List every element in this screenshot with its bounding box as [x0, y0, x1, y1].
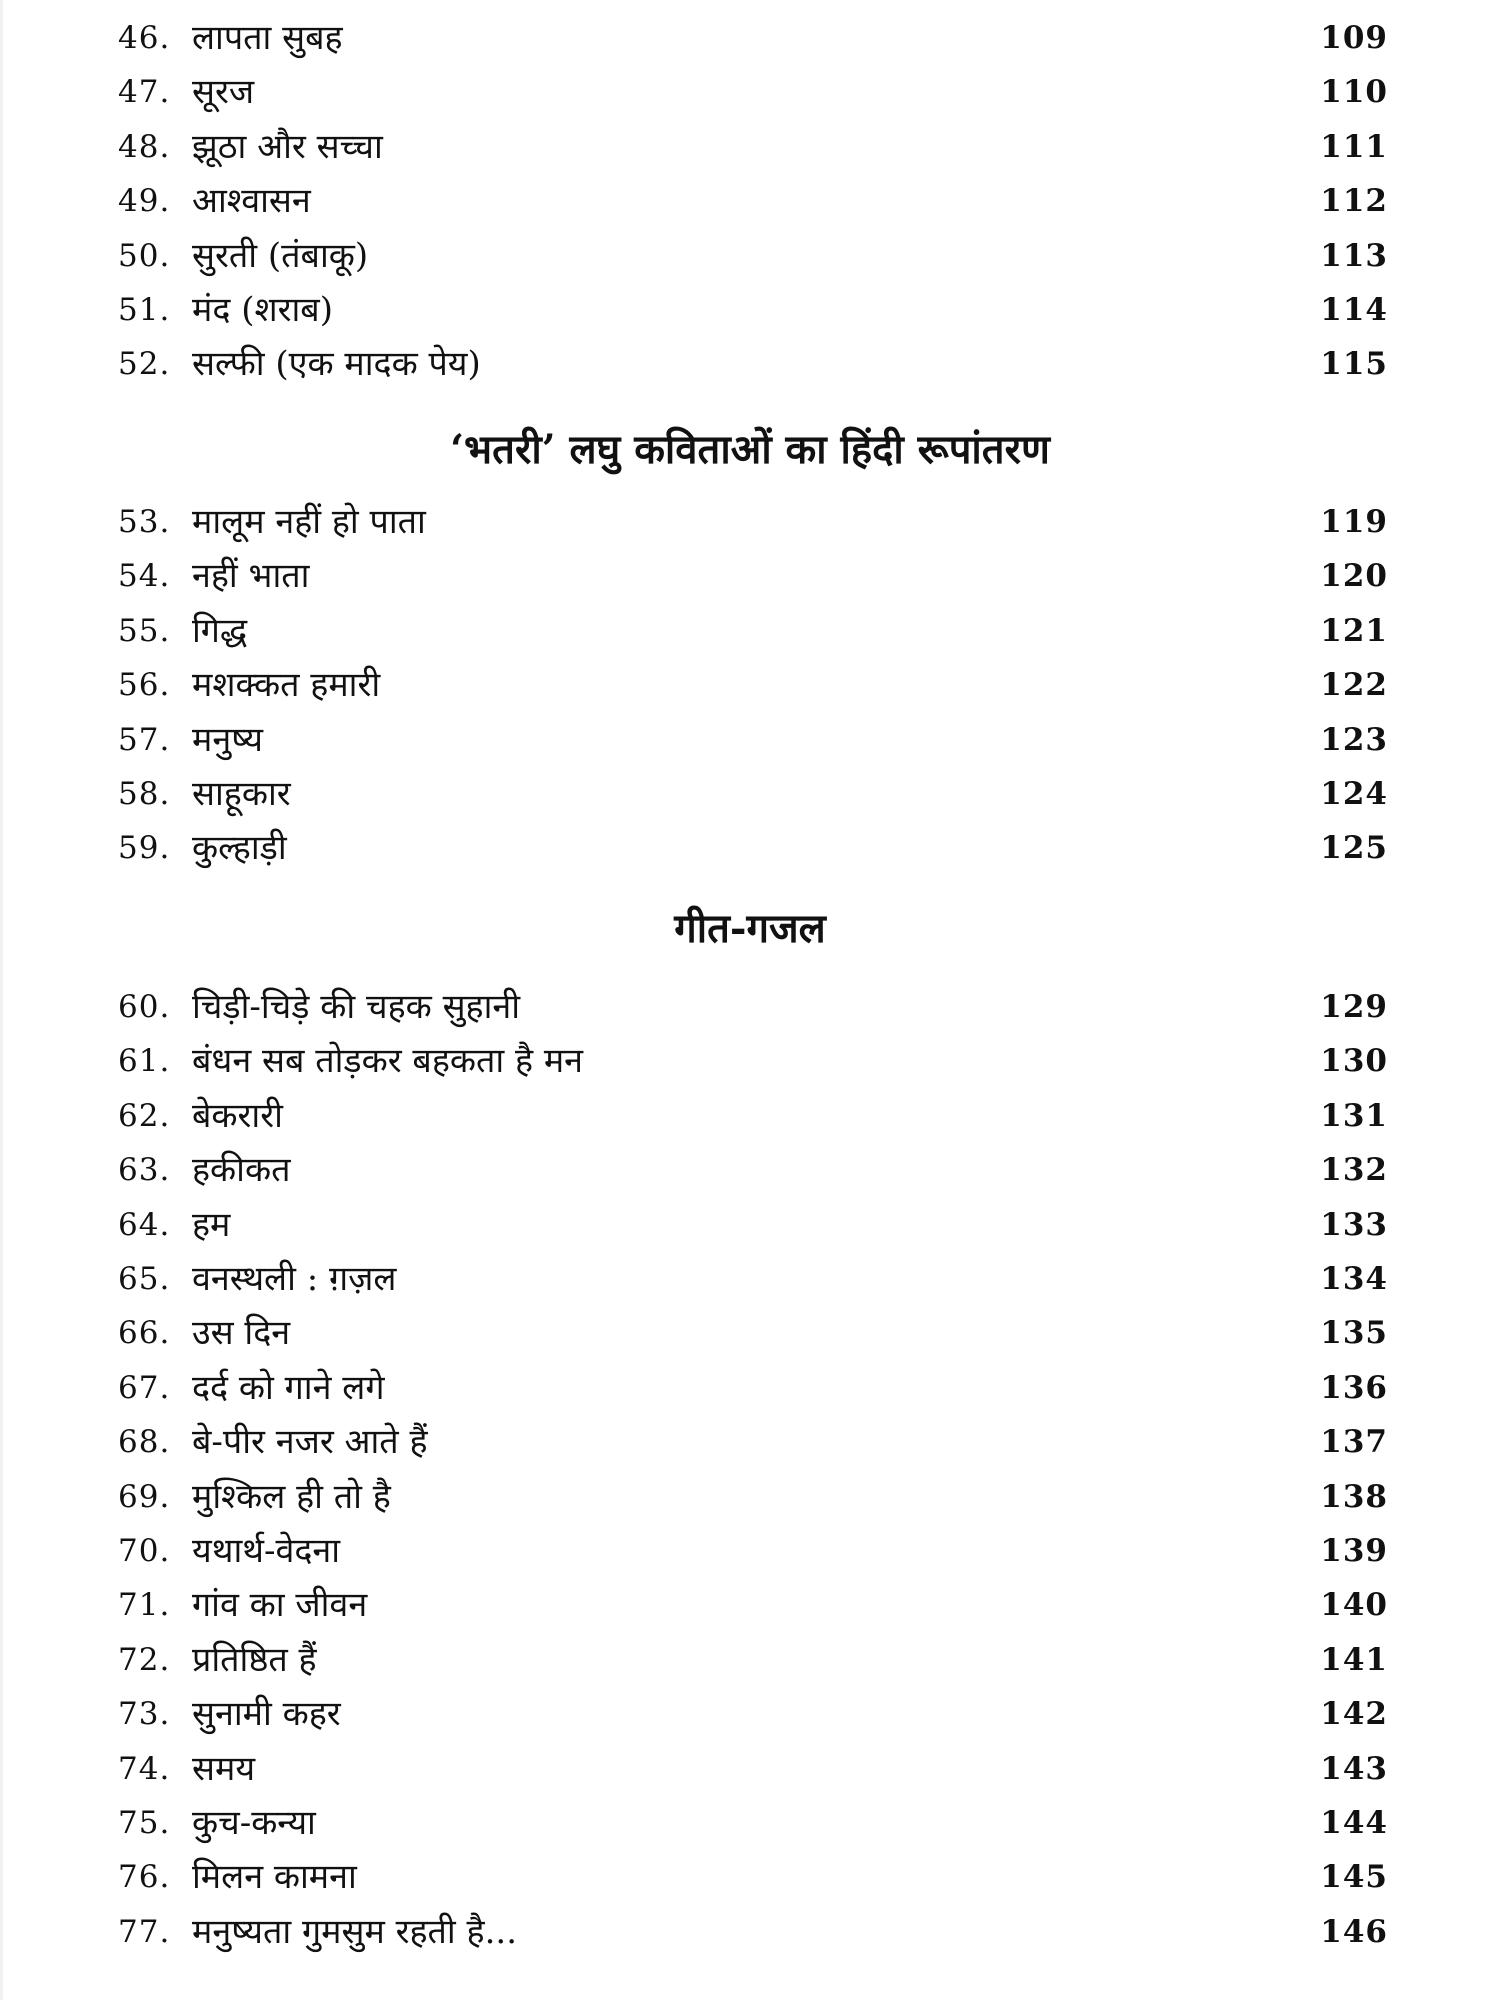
toc-entry-row — [118, 1634, 1388, 1686]
entry-page-number: 136 — [1320, 1370, 1388, 1406]
entry-number: 57. — [118, 722, 171, 758]
toc-entry-row — [118, 496, 1388, 548]
entry-number: 58. — [118, 776, 171, 812]
entry-title: वनस्थली : ग़ज़ल — [192, 1259, 397, 1299]
entry-number: 56. — [118, 667, 171, 703]
section-heading: गीत-गजल — [674, 905, 826, 952]
toc-entry-row — [118, 768, 1388, 820]
entry-title: हम — [192, 1205, 231, 1245]
entry-page-number: 138 — [1320, 1479, 1388, 1515]
entry-title: बेकरारी — [192, 1096, 283, 1136]
entry-title: सूरज — [192, 72, 255, 112]
entry-page-number: 139 — [1320, 1533, 1388, 1569]
toc-entry-row — [118, 338, 1388, 390]
toc-entry-row — [118, 659, 1388, 711]
entry-number: 64. — [118, 1207, 171, 1243]
entry-page-number: 137 — [1320, 1424, 1388, 1460]
toc-entry-row — [118, 175, 1388, 227]
entry-title: उस दिन — [192, 1313, 291, 1353]
entry-page-number: 121 — [1320, 613, 1388, 649]
entry-title: मंद (शराब) — [192, 290, 333, 330]
entry-page-number: 112 — [1320, 183, 1388, 219]
entry-page-number: 120 — [1320, 558, 1388, 594]
entry-number: 53. — [118, 504, 171, 540]
entry-number: 75. — [118, 1805, 171, 1841]
entry-number: 50. — [118, 238, 171, 274]
toc-entry-row — [118, 1579, 1388, 1631]
section-heading: ‘भतरी’ लघु कविताओं का हिंदी रूपांतरण — [450, 426, 1050, 473]
entry-page-number: 115 — [1320, 346, 1388, 382]
entry-title: सुनामी कहर — [192, 1694, 341, 1734]
entry-number: 66. — [118, 1315, 171, 1351]
toc-entry-row — [118, 1688, 1388, 1740]
entry-title: मनुष्यता गुमसुम रहती है... — [192, 1912, 518, 1952]
toc-entry-row — [118, 1471, 1388, 1523]
entry-title: नहीं भाता — [192, 556, 310, 596]
toc-entry-row — [118, 1035, 1388, 1087]
toc-entry-row — [118, 1307, 1388, 1359]
entry-title: चिड़ी-चिड़े की चहक सुहानी — [192, 987, 521, 1027]
entry-title: मिलन कामना — [192, 1857, 357, 1897]
entry-title: गिद्ध — [192, 611, 248, 651]
entry-title: लापता सुबह — [192, 18, 343, 58]
entry-number: 48. — [118, 129, 171, 165]
entry-title: गांव का जीवन — [192, 1585, 368, 1625]
entry-page-number: 130 — [1320, 1043, 1388, 1079]
entry-title: बंधन सब तोड़कर बहकता है मन — [192, 1041, 584, 1081]
toc-entry-row — [118, 1362, 1388, 1414]
entry-number: 55. — [118, 613, 171, 649]
entry-title: प्रतिष्ठित हैं — [192, 1640, 317, 1680]
entry-title: बे-पीर नजर आते हैं — [192, 1422, 428, 1462]
entry-number: 54. — [118, 558, 171, 594]
entry-page-number: 142 — [1320, 1696, 1388, 1732]
entry-title: मालूम नहीं हो पाता — [192, 502, 426, 542]
entry-title: समय — [192, 1749, 256, 1789]
entry-page-number: 114 — [1320, 292, 1388, 328]
entry-number: 65. — [118, 1261, 171, 1297]
entry-title: सुरती (तंबाकू) — [192, 236, 369, 276]
toc-entry-row — [118, 121, 1388, 173]
toc-entry-row — [118, 822, 1388, 874]
entry-page-number: 135 — [1320, 1315, 1388, 1351]
entry-number: 61. — [118, 1043, 171, 1079]
entry-title: मशक्कत हमारी — [192, 665, 381, 705]
toc-entry-row — [118, 12, 1388, 64]
entry-title: झूठा और सच्चा — [192, 127, 383, 167]
entry-page-number: 145 — [1320, 1859, 1388, 1895]
toc-entry-row — [118, 66, 1388, 118]
toc-entry-row — [118, 230, 1388, 282]
entry-number: 46. — [118, 20, 171, 56]
entry-page-number: 129 — [1320, 989, 1388, 1025]
entry-page-number: 110 — [1320, 74, 1388, 110]
entry-title: साहूकार — [192, 774, 291, 814]
entry-title: यथार्थ-वेदना — [192, 1531, 341, 1571]
toc-entry-row — [118, 605, 1388, 657]
entry-title: मनुष्य — [192, 720, 263, 760]
entry-number: 73. — [118, 1696, 171, 1732]
entry-page-number: 122 — [1320, 667, 1388, 703]
entry-title: कुच-कन्या — [192, 1803, 316, 1843]
toc-entry-row — [118, 981, 1388, 1033]
entry-number: 49. — [118, 183, 171, 219]
entry-title: दर्द को गाने लगे — [192, 1368, 385, 1408]
entry-number: 74. — [118, 1751, 171, 1787]
entry-number: 52. — [118, 346, 171, 382]
toc-entry-row — [118, 550, 1388, 602]
entry-number: 76. — [118, 1859, 171, 1895]
entry-number: 59. — [118, 830, 171, 866]
toc-entry-row — [118, 1144, 1388, 1196]
toc-entry-row — [118, 1199, 1388, 1251]
entry-page-number: 113 — [1320, 238, 1388, 274]
entry-page-number: 109 — [1320, 20, 1388, 56]
entry-number: 77. — [118, 1914, 171, 1950]
entry-title: सल्फी (एक मादक पेय) — [192, 344, 481, 384]
entry-number: 68. — [118, 1424, 171, 1460]
entry-number: 67. — [118, 1370, 171, 1406]
toc-entry-row — [118, 1525, 1388, 1577]
entry-title: मुश्किल ही तो है — [192, 1477, 391, 1517]
toc-entry-row — [118, 1743, 1388, 1795]
entry-number: 47. — [118, 74, 171, 110]
toc-entry-row — [118, 714, 1388, 766]
toc-entry-row — [118, 1797, 1388, 1849]
entry-page-number: 141 — [1320, 1642, 1388, 1678]
entry-number: 72. — [118, 1642, 171, 1678]
entry-page-number: 123 — [1320, 722, 1388, 758]
entry-page-number: 144 — [1320, 1805, 1388, 1841]
entry-number: 70. — [118, 1533, 171, 1569]
entry-title: हकीकत — [192, 1150, 291, 1190]
entry-number: 69. — [118, 1479, 171, 1515]
entry-page-number: 131 — [1320, 1098, 1388, 1134]
entry-page-number: 125 — [1320, 830, 1388, 866]
entry-page-number: 146 — [1320, 1914, 1388, 1950]
entry-number: 62. — [118, 1098, 171, 1134]
entry-page-number: 133 — [1320, 1207, 1388, 1243]
toc-entry-row — [118, 1851, 1388, 1903]
entry-page-number: 143 — [1320, 1751, 1388, 1787]
entry-page-number: 119 — [1320, 504, 1388, 540]
entry-number: 71. — [118, 1587, 171, 1623]
entry-page-number: 140 — [1320, 1587, 1388, 1623]
entry-number: 63. — [118, 1152, 171, 1188]
toc-entry-row — [118, 284, 1388, 336]
entry-number: 51. — [118, 292, 171, 328]
page-edge-shadow — [0, 0, 3, 2000]
entry-title: आश्वासन — [192, 181, 311, 221]
entry-title: कुल्हाड़ी — [192, 828, 287, 868]
toc-entry-row — [118, 1906, 1388, 1958]
entry-page-number: 111 — [1320, 129, 1388, 165]
toc-entry-row — [118, 1090, 1388, 1142]
entry-page-number: 134 — [1320, 1261, 1388, 1297]
entry-page-number: 132 — [1320, 1152, 1388, 1188]
entry-page-number: 124 — [1320, 776, 1388, 812]
toc-entry-row — [118, 1416, 1388, 1468]
toc-entry-row — [118, 1253, 1388, 1305]
entry-number: 60. — [118, 989, 171, 1025]
